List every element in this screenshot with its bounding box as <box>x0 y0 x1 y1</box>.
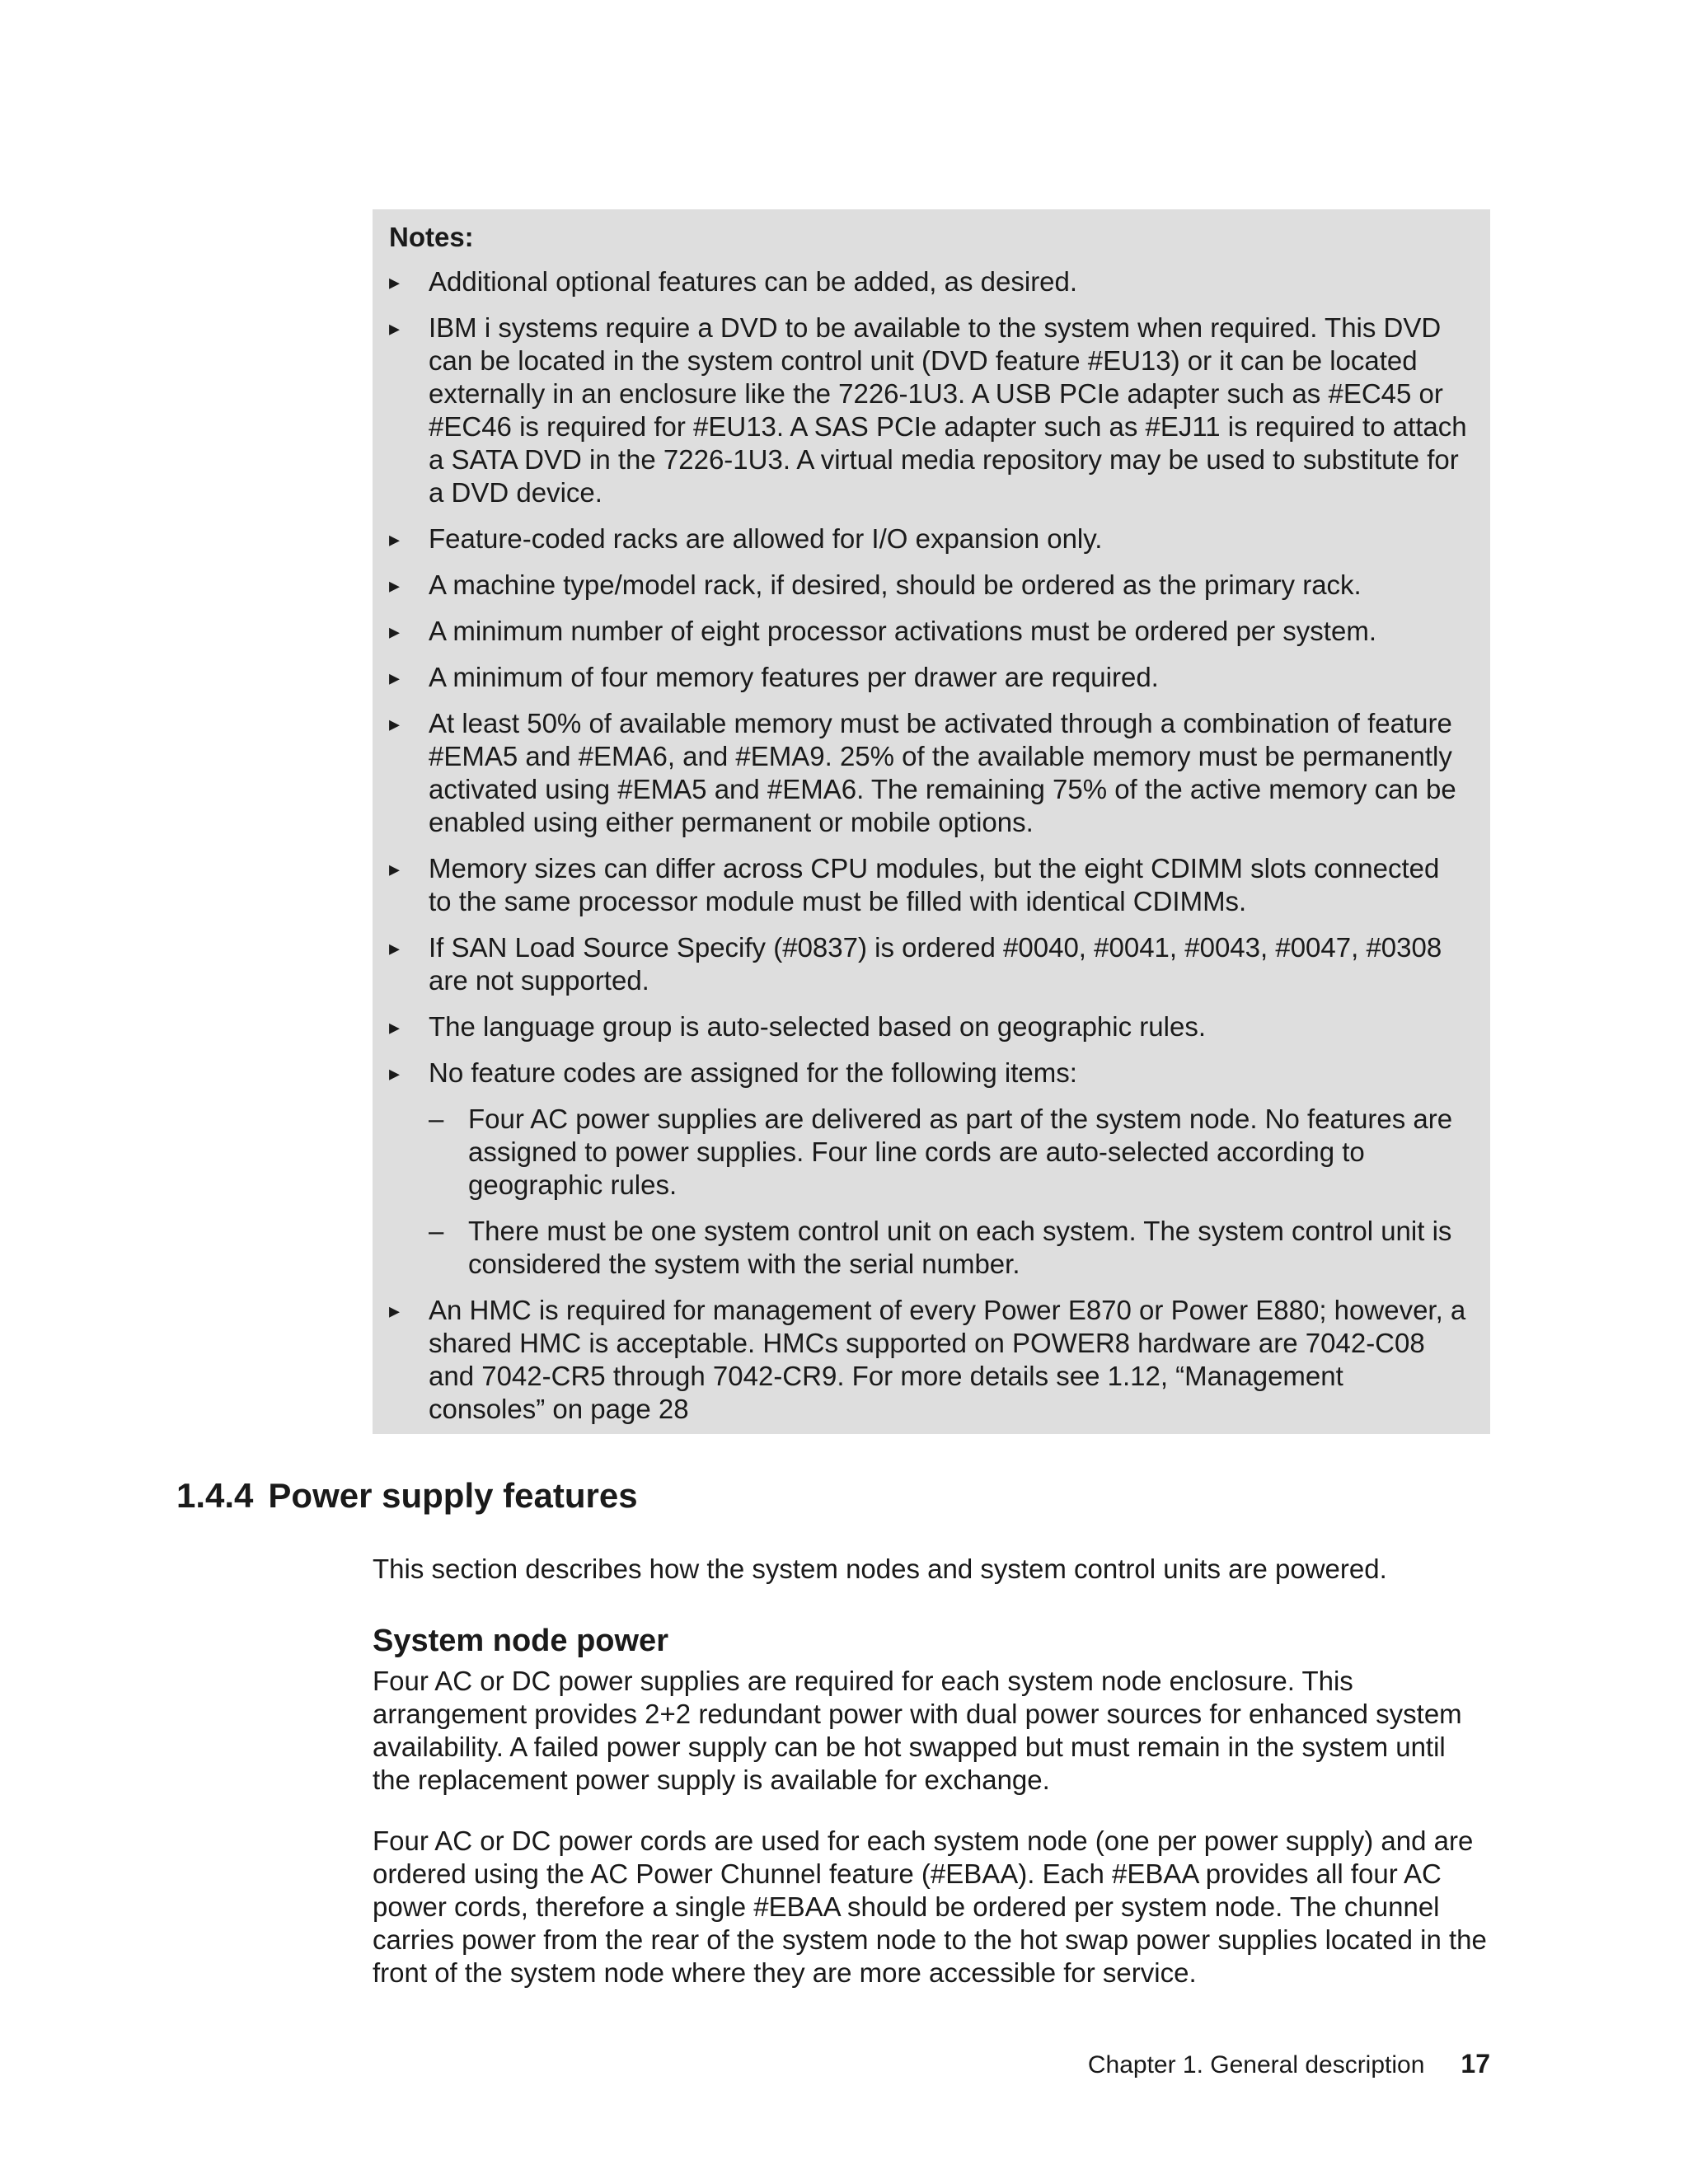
note-subitem: – Four AC power supplies are delivered as part of the system node. No features are assigned to power supplies. Four line cords are auto-selected according to geographic rules. <box>429 1103 1467 1202</box>
note-item: ▸ Additional optional features can be added, as desired. <box>389 265 1467 298</box>
page-footer <box>1088 2047 1490 2082</box>
note-sub-list <box>429 1103 1467 1281</box>
note-item: ▸ A minimum of four memory features per drawer are required. <box>389 661 1467 694</box>
section-number: 1.4.4 <box>176 1476 254 1515</box>
section-heading <box>176 1475 638 1516</box>
section-intro: This section describes how the system nodes and system control units are powered. <box>373 1554 1387 1584</box>
note-item: ▸ The language group is auto-selected based on geographic rules. <box>389 1010 1467 1043</box>
body-paragraph: Four AC or DC power cords are used for each system node (one per power supply) and are ordered using the AC Power Chunnel feature (#EBAA). Each #EBAA provides all four AC power cords, therefore a single #EBAA should be ordered per system node. The chunnel carries power from the rear of the system node to the hot swap power supplies located in the front of the system node where they are more accessible for service. <box>373 1825 1487 1988</box>
footer-chapter: Chapter 1. General description <box>1087 2051 1425 2079</box>
note-item: ▸ A machine type/model rack, if desired, should be ordered as the primary rack. <box>389 569 1467 602</box>
body-paragraph: Four AC or DC power supplies are required for each system node enclosure. This arrangement provides 2+2 redundant power with dual power sources for enhanced system availability. A failed power supply can be hot swapped but must remain in the system until the replacement power supply is available for exchange. <box>373 1666 1462 1795</box>
note-item: ▸ Feature-coded racks are allowed for I/O expansion only. <box>389 523 1467 555</box>
section-title: Power supply features <box>268 1476 638 1515</box>
note-item-text: No feature codes are assigned for the following items: <box>429 1057 1077 1088</box>
subsection-heading: System node power <box>373 1624 668 1658</box>
page-number: 17 <box>1461 2049 1490 2079</box>
note-item-with-subitems <box>389 1057 1467 1281</box>
note-item: ▸ If SAN Load Source Specify (#0837) is ordered #0040, #0041, #0043, #0047, #0308 are not supported. <box>389 931 1467 997</box>
note-item: ▸ An HMC is required for management of every Power E870 or Power E880; however, a shared HMC is acceptable. HMCs supported on POWER8 hardware are 7042-C08 and 7042-CR5 through 7042-CR9. For more details see 1.12, “Management consoles” on page 28 <box>389 1294 1467 1426</box>
note-item: ▸ Memory sizes can differ across CPU modules, but the eight CDIMM slots connected to the same processor module must be filled with identical CDIMMs. <box>389 852 1467 918</box>
note-item: ▸ At least 50% of available memory must be activated through a combination of feature #EMA5 and #EMA6, and #EMA9. 25% of the available memory must be permanently activated using #EMA5 and #EMA6. The remaining 75% of the active memory can be enabled using either permanent or mobile options. <box>389 707 1467 839</box>
notes-box <box>373 209 1490 1434</box>
notes-list <box>389 265 1467 1426</box>
note-subitem: – There must be one system control unit on each system. The system control unit is considered the system with the serial number. <box>429 1215 1467 1281</box>
notes-title: Notes: <box>389 222 474 252</box>
note-item: ▸ IBM i systems require a DVD to be available to the system when required. This DVD can be located in the system control unit (DVD feature #EU13) or it can be located externally in an enclosure like the 7226-1U3. A USB PCIe adapter such as #EC45 or #EC46 is required for #EU13. A SAS PCIe adapter such as #EJ11 is required to attach a SATA DVD in the 7226-1U3. A virtual media repository may be used to substitute for a DVD device. <box>389 312 1467 509</box>
note-item: ▸ A minimum number of eight processor activations must be ordered per system. <box>389 615 1467 648</box>
